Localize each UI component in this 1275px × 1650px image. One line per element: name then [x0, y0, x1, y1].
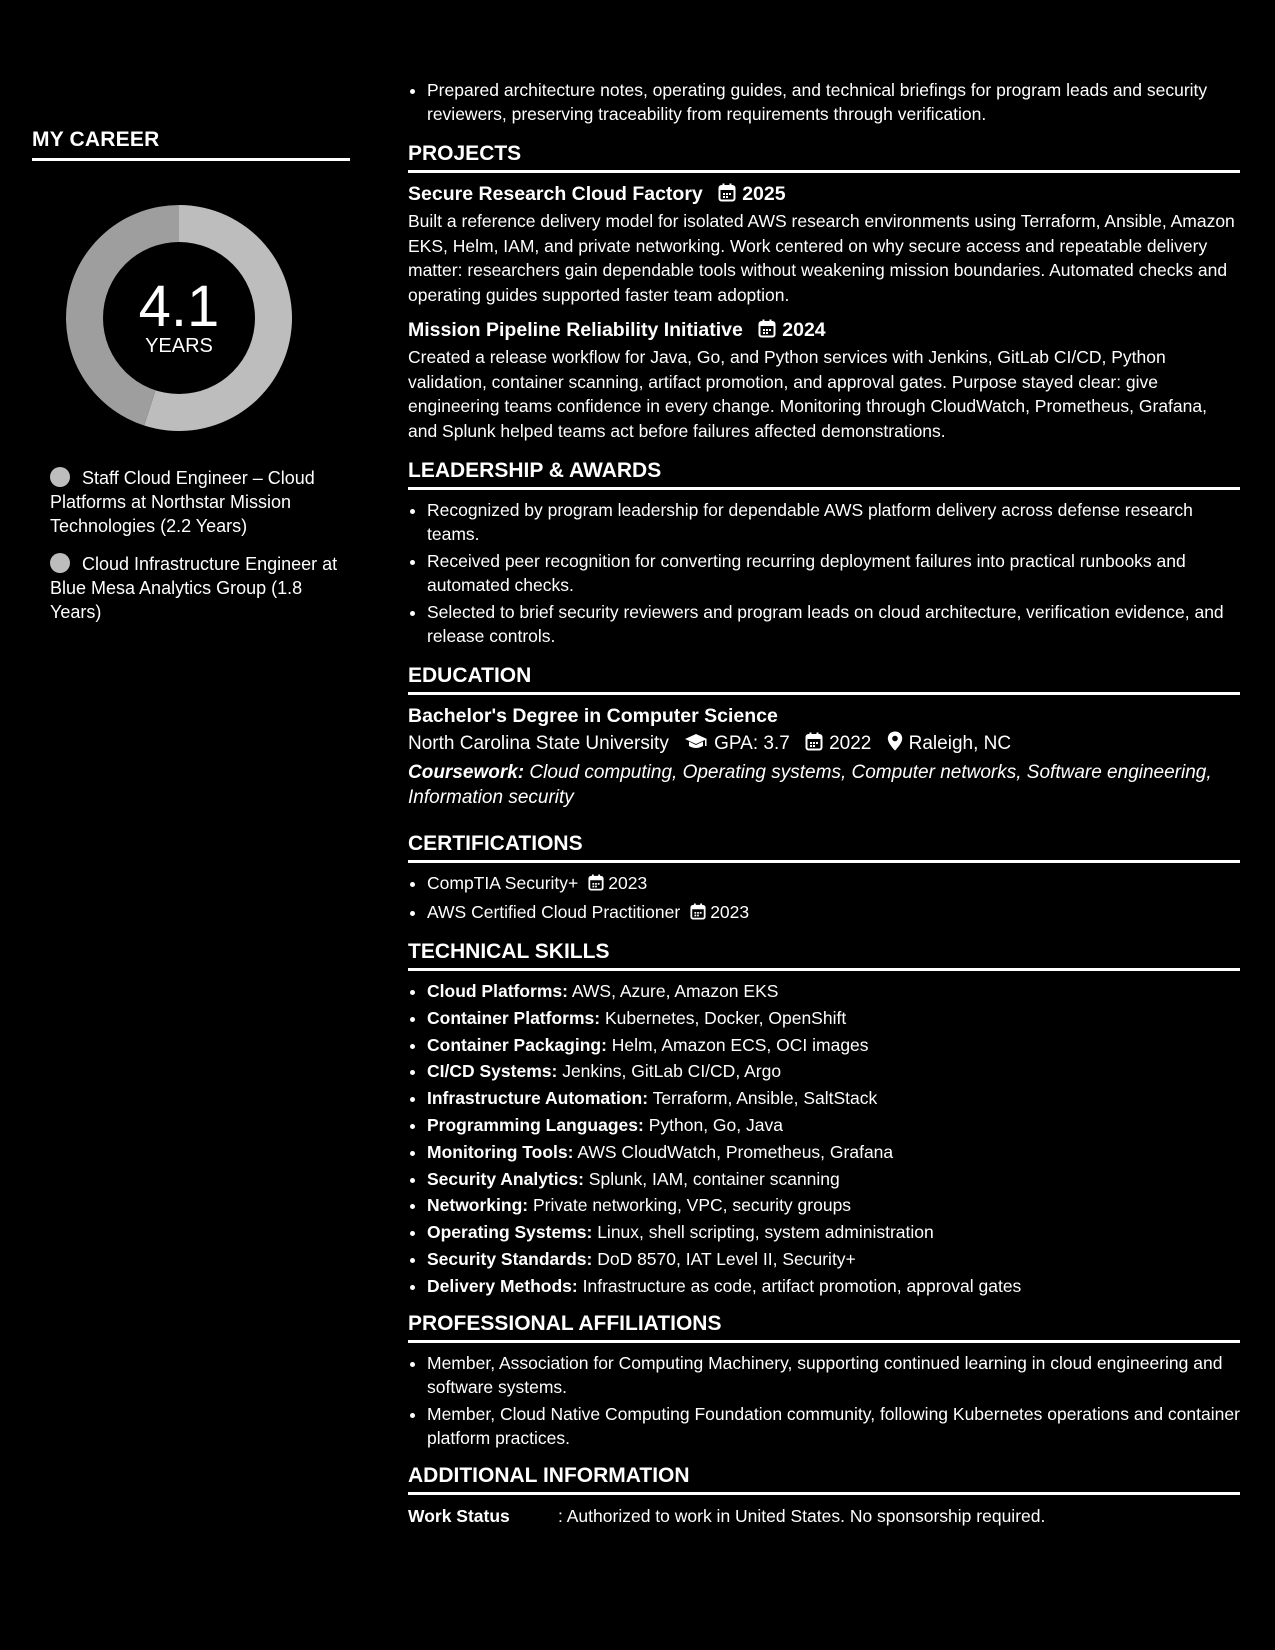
skill-value: Linux, shell scripting, system administration [597, 1222, 934, 1243]
section-title-additional: ADDITIONAL INFORMATION [408, 1464, 1240, 1495]
section-title-projects: PROJECTS [408, 142, 1240, 173]
calendar-icon [718, 183, 736, 209]
skill-label: Security Standards: [427, 1248, 593, 1269]
skill-label: Cloud Platforms: [427, 981, 568, 1001]
graduation-cap-icon [684, 731, 708, 761]
legend-dot [50, 467, 70, 487]
certification-name: CompTIA Security+ [427, 873, 579, 893]
skill-label: Operating Systems: [427, 1222, 593, 1243]
skill-value: Helm, Amazon ECS, OCI images [611, 1034, 869, 1055]
project-year: 2025 [742, 183, 786, 205]
certifications-list [408, 871, 1240, 926]
project-item [408, 181, 1240, 307]
skill-label: Security Analytics: [427, 1168, 584, 1189]
certification-year: 2023 [710, 902, 750, 922]
skill-value: Infrastructure as code, artifact promotion, approval gates [582, 1275, 1022, 1296]
skill-label: Container Platforms: [427, 1007, 601, 1028]
certification-year: 2023 [608, 873, 648, 893]
skill-value: AWS, Azure, Amazon EKS [571, 981, 779, 1001]
skill-item [427, 1247, 1240, 1271]
sidebar [0, 0, 380, 1650]
career-item-label: Cloud Infrastructure Engineer at Blue Mesa Analytics Group (1.8 Years) [50, 554, 338, 622]
skills-list [408, 979, 1240, 1298]
skill-item [427, 1140, 1240, 1164]
degree-name: Bachelor's Degree in Computer Science [408, 705, 778, 727]
gpa: GPA: 3.7 [714, 733, 790, 754]
calendar-icon [690, 902, 706, 926]
project-description: Built a reference delivery model for isolated AWS research environments using Terraform, Ansible, Amazon EKS, Helm, IAM, and private networking. Work centered on why secure access and repeatable delivery matter: researchers gain dependable tools without weakening mission boundaries. Automated checks and operating guides supported faster team adoption. [408, 211, 1235, 305]
skill-value: Private networking, VPC, security groups [533, 1195, 852, 1216]
skill-value: Python, Go, Java [648, 1114, 783, 1135]
skill-item [427, 1113, 1240, 1137]
list-item [427, 871, 1240, 897]
career-item-label: Staff Cloud Engineer – Cloud Platforms at Northstar Mission Technologies (2.2 Years) [50, 468, 315, 536]
skill-item [427, 1006, 1240, 1030]
list-item: • Prepared architecture notes, operating guides, and technical briefings for program leads and security reviewers, preserving traceability from requirements through verification. [427, 78, 1240, 126]
skill-label: Networking: [427, 1195, 529, 1216]
education-details [408, 729, 1240, 761]
leadership-list [408, 498, 1240, 648]
certification-name: AWS Certified Cloud Practitioner [427, 902, 681, 922]
legend-dot [50, 553, 70, 573]
work-status-row [408, 1503, 1240, 1529]
skill-value: Splunk, IAM, container scanning [588, 1168, 840, 1189]
skill-item [427, 1059, 1240, 1083]
skill-item [427, 1033, 1240, 1057]
years-label: YEARS [145, 335, 213, 357]
experience-tail-list [408, 78, 1240, 126]
skill-item [427, 1086, 1240, 1110]
list-item: • Member, Cloud Native Computing Foundation community, following Kubernetes operations and container platform practices. [427, 1402, 1240, 1450]
skill-value: Terraform, Ansible, SaltStack [652, 1088, 878, 1109]
section-title-affiliations: PROFESSIONAL AFFILIATIONS [408, 1312, 1240, 1343]
section-title-certifications: CERTIFICATIONS [408, 832, 1240, 863]
skill-label: Monitoring Tools: [427, 1141, 574, 1162]
calendar-icon [805, 731, 823, 761]
skill-label: Infrastructure Automation: [427, 1088, 649, 1109]
coursework-label: Coursework: [408, 762, 525, 783]
work-status-value: : Authorized to work in United States. No sponsorship required. [558, 1505, 1046, 1526]
career-item [50, 466, 350, 538]
skill-value: Jenkins, GitLab CI/CD, Argo [562, 1061, 782, 1082]
project-name: Secure Research Cloud Factory [408, 183, 703, 205]
location-pin-icon [887, 731, 903, 761]
career-donut-chart [66, 205, 292, 431]
project-description: Created a release workflow for Java, Go, and Python services with Jenkins, GitLab CI/CD, Python validation, container scanning, artifact promotion, and approval gates. Purpose stayed clear: give engineering teams confidence in every change. Monitoring through CloudWatch, Prometheus, Grafana, and Splunk helped teams act before failures affected demonstrations. [408, 347, 1207, 441]
resume-content [408, 78, 1240, 1529]
list-item: • Member, Association for Computing Machinery, supporting continued learning in cloud engineering and software systems. [427, 1351, 1240, 1399]
list-item [427, 900, 1240, 926]
skill-item [427, 1274, 1240, 1298]
school-name: North Carolina State University [408, 733, 669, 754]
sidebar-heading: MY CAREER [32, 128, 350, 161]
career-legend [50, 466, 350, 638]
project-name: Mission Pipeline Reliability Initiative [408, 319, 743, 341]
graduation-year: 2022 [829, 733, 872, 754]
affiliations-list [408, 1351, 1240, 1450]
section-title-skills: TECHNICAL SKILLS [408, 940, 1240, 971]
total-years-value: 4.1 [138, 274, 220, 339]
work-status-label: Work Status [408, 1505, 510, 1526]
skill-value: DoD 8570, IAT Level II, Security+ [597, 1248, 856, 1269]
skill-value: Kubernetes, Docker, OpenShift [604, 1007, 847, 1028]
skill-label: Container Packaging: [427, 1034, 607, 1055]
project-item [408, 317, 1240, 443]
skill-label: Programming Languages: [427, 1114, 644, 1135]
skill-item [427, 1193, 1240, 1217]
list-item: • Selected to brief security reviewers and program leads on cloud architecture, verification evidence, and release controls. [427, 600, 1240, 648]
career-item [50, 552, 350, 624]
skill-item [427, 979, 1240, 1003]
calendar-icon [758, 319, 776, 345]
skill-value: AWS CloudWatch, Prometheus, Grafana [577, 1141, 894, 1162]
list-item: • Received peer recognition for converting recurring deployment failures into practical runbooks and automated checks. [427, 549, 1240, 597]
school-location: Raleigh, NC [908, 733, 1012, 754]
coursework-list: Cloud computing, Operating systems, Computer networks, Software engineering, Information security [408, 762, 1212, 808]
skill-item [427, 1167, 1240, 1191]
section-title-education: EDUCATION [408, 664, 1240, 695]
project-year: 2024 [782, 319, 826, 341]
list-item: • Recognized by program leadership for dependable AWS platform delivery across defense research teams. [427, 498, 1240, 546]
calendar-icon [588, 873, 604, 897]
section-title-leadership: LEADERSHIP & AWARDS [408, 459, 1240, 490]
skill-label: Delivery Methods: [427, 1275, 578, 1296]
skill-item [427, 1220, 1240, 1244]
coursework [408, 761, 1240, 810]
skill-label: CI/CD Systems: [427, 1061, 558, 1082]
